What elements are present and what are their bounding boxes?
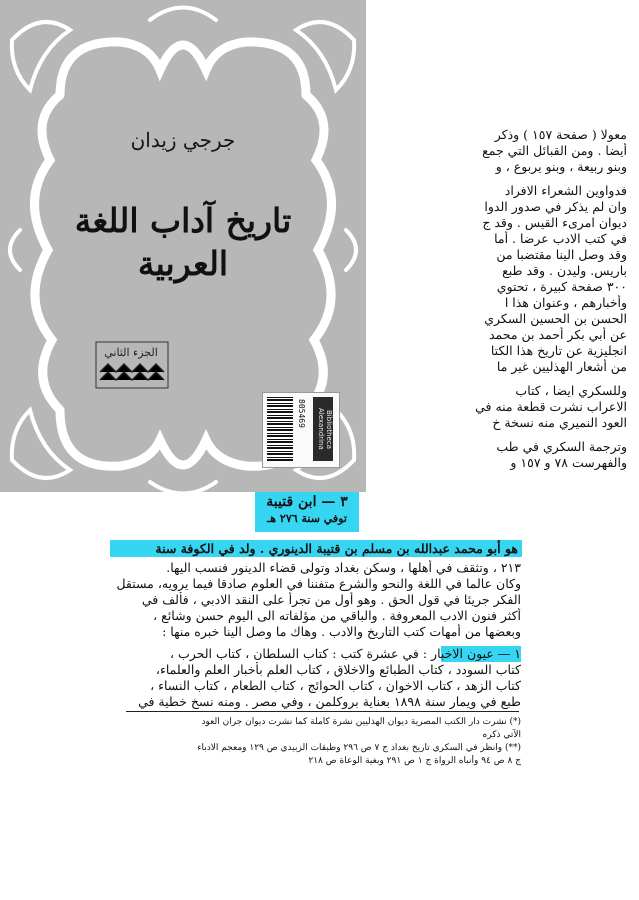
text-line: أيضا . ومن القبائل التي جمع xyxy=(482,143,627,158)
cover-title: تاريخ آداب اللغة العربية xyxy=(74,201,292,283)
text-line: وللسكري ايضا ، كتاب xyxy=(515,383,627,398)
item-line: كتاب السودد ، كتاب الطبائع والاخلاق ، كتاب العلم بأخبار العلم والعلماء، xyxy=(155,662,521,677)
barcode-icon xyxy=(267,397,293,461)
footnote-line: ج ٨ ص ٩٤ وأنباه الرواة ج ١ ص ٢٩١ وبغية الوعاة ص ٢١٨ xyxy=(308,756,521,766)
cover-volume: الجزء الثاني xyxy=(104,346,158,359)
text-line: وقد وصل الينا مقتضبا من xyxy=(496,247,627,262)
footnote-line: الآتي ذكره xyxy=(482,730,521,740)
text-line: أكثر فنون الادب المعروفة . والباقي من مؤلفاته الى اليوم حسن وشائع ، xyxy=(153,608,521,623)
library-barcode-sticker xyxy=(262,392,340,468)
text-line: العود النميري منه نسخة خ xyxy=(492,415,627,430)
highlighted-line-text: هو أبو محمد عبدالله بن مسلم بن قتيبة الدينوري . ولد في الكوفة سنة xyxy=(155,541,518,556)
text-line: الفكر جريئا في قول الحق . وهو أول من تجرأ على النقد الادبي ، فألف في xyxy=(141,592,521,607)
text-line: وترجمة السكري في طب xyxy=(496,439,627,454)
highlighted-body-line xyxy=(110,540,522,557)
barcode-number: 805469 xyxy=(297,399,306,428)
item-line: ١ — عيون الاخبار : في عشرة كتب : كتاب السلطان ، كتاب الحرب ، xyxy=(169,646,521,661)
text-line: ٣٠٠ صفحة كبيرة ، تحتوي xyxy=(496,279,627,294)
cover-author: جرجي زيدان xyxy=(130,128,236,152)
text-line: ديوان امرىء القيس . وقد ج xyxy=(482,215,627,230)
item-line: كتاب الزهد ، كتاب الاخوان ، كتاب الحوائج ، كتاب الطعام ، كتاب النساء ، xyxy=(150,678,521,693)
text-line: وكان عالما في اللغة والنحو والشرع متفننا في العلوم صادقا فيما يرويه، مستقل xyxy=(116,576,521,591)
library-label: Bibliotheca Alexandrina xyxy=(313,397,333,461)
text-line: وان لم يذكر في صدور الدوا xyxy=(484,199,627,214)
text-line: الحسن بن الحسين السكري xyxy=(484,311,627,326)
text-line: وبعضها من أمهات كتب التاريخ والادب . وهاك ما وصل الينا خبره منها : xyxy=(162,624,521,639)
text-line: انجليزية عن تاريخ هذا الكتا xyxy=(490,343,627,358)
text-line: عن أبي بكر أحمد بن محمد xyxy=(488,327,627,342)
text-line: في كتب الادب عرضا . أما xyxy=(494,231,627,246)
item-line: طبع في ويمار سنة ١٨٩٨ بعناية بروكلمن ، وفي مصر . ومنه نسخ خطية في xyxy=(138,694,521,709)
section-title: ٣ — ابن قتيبة xyxy=(266,494,348,510)
section-heading xyxy=(255,492,359,532)
footnote-divider xyxy=(126,711,519,712)
section-subtitle: توفي سنة ٢٧٦ هـ xyxy=(267,512,347,525)
text-line: باريس. وليدن . وقد طبع xyxy=(502,263,627,278)
footnote-line: (**) وانظر في السكري تاريخ بغداد ج ٧ ص ٢٩٦ وطبقات الزبيدي ص ١٢٩ ومعجم الادباء xyxy=(197,743,521,753)
text-line: معولا ( صفحة ١٥٧ ) وذكر xyxy=(494,127,627,142)
text-line: ٢١٣ ، وتثقف في أهلها ، وسكن بغداد وتولى قضاء الدينور فنسب اليها. xyxy=(166,560,521,575)
text-line: فدواوين الشعراء الافراد xyxy=(504,183,627,198)
text-line: وبنو ربيعة ، وبنو يربوع ، و xyxy=(495,159,627,174)
text-line: من أشعار الهذليين غير ما xyxy=(496,359,627,374)
book-cover xyxy=(0,0,366,492)
text-line: الاعراب نشرت قطعة منه في xyxy=(475,399,627,414)
footnote-line: (*) نشرت دار الكتب المصرية ديوان الهذليين نشرة كاملة كما نشرت ديوان جران العود xyxy=(201,717,521,727)
text-line: والفهرست ٧٨ و ١٥٧ و xyxy=(510,455,627,470)
text-line: وأخبارهم ، وعنوان هذا ا xyxy=(504,295,627,310)
